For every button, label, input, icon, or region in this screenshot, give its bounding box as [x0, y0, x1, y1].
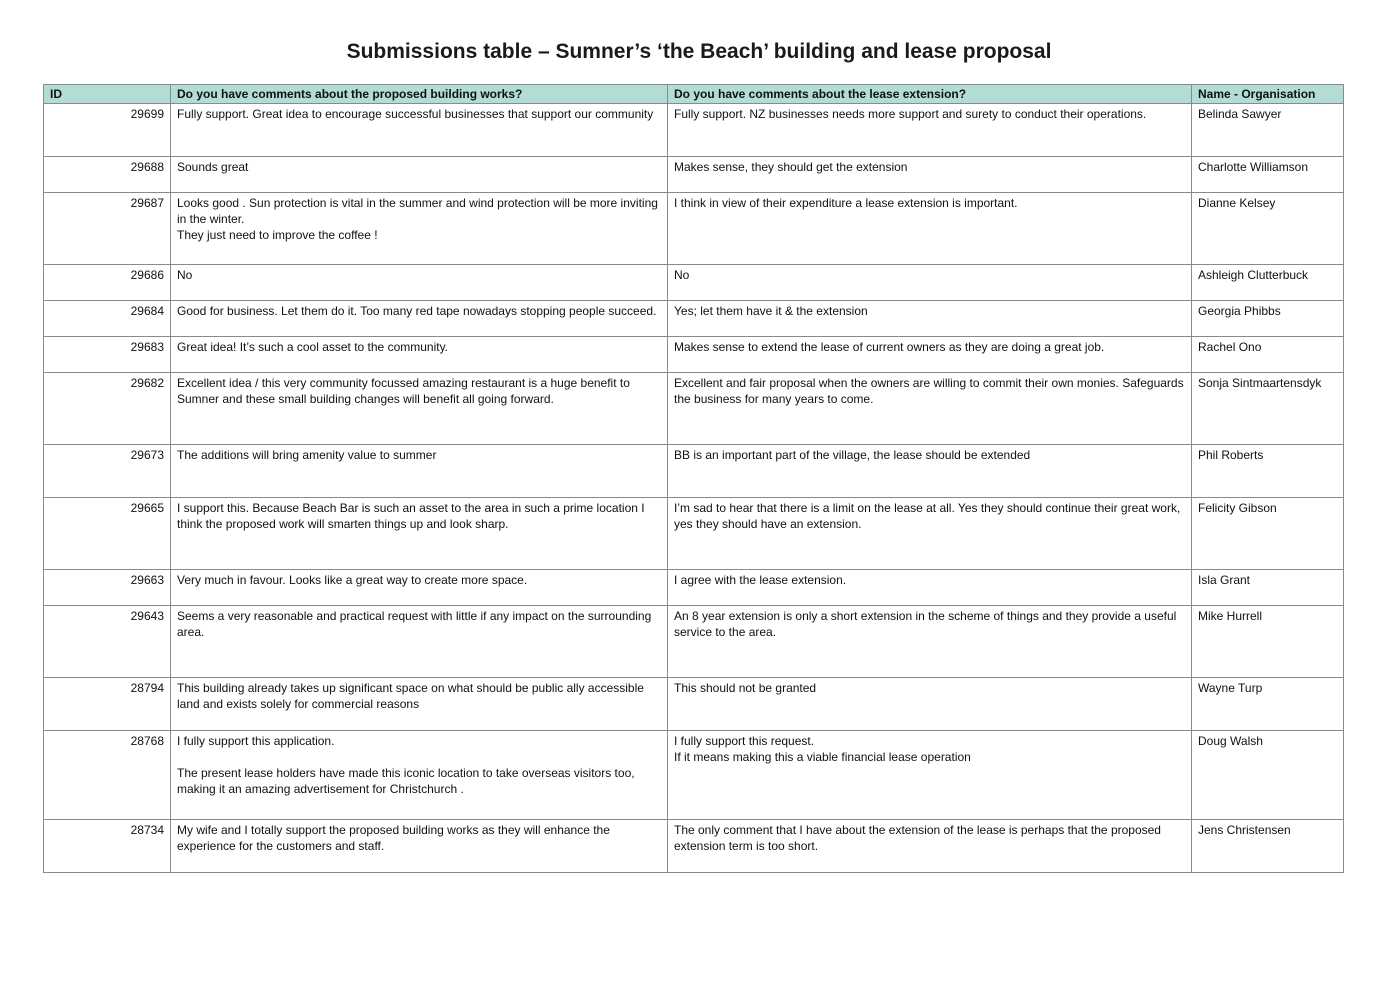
comment-line: Very much in favour. Looks like a great way to create more space. [177, 573, 528, 587]
lease-extension-comment [668, 678, 1192, 731]
submitter-name: Ashleigh Clutterbuck [1192, 265, 1344, 301]
header-id: ID [44, 85, 171, 104]
table-row [44, 373, 1344, 445]
table-row [44, 301, 1344, 337]
comment-line: Great idea! It’s such a cool asset to the community. [177, 340, 449, 354]
lease-extension-comment [668, 731, 1192, 820]
building-works-comment [171, 570, 668, 606]
comment-line: No [177, 268, 193, 282]
header-building-comments: Do you have comments about the proposed building works? [171, 85, 668, 104]
table-row [44, 157, 1344, 193]
comment-line: Seems a very reasonable and practical request with little if any impact on the surrounding area. [177, 609, 652, 639]
building-works-comment [171, 337, 668, 373]
table-row [44, 820, 1344, 873]
building-works-comment [171, 606, 668, 678]
table-row [44, 445, 1344, 498]
submission-id: 28768 [44, 731, 171, 820]
submission-id: 29687 [44, 193, 171, 265]
submission-id: 29683 [44, 337, 171, 373]
building-works-comment [171, 104, 668, 157]
submission-id: 29686 [44, 265, 171, 301]
submission-id: 28734 [44, 820, 171, 873]
lease-extension-comment [668, 104, 1192, 157]
comment-line: Looks good . Sun protection is vital in the summer and wind protection will be more inviting in the winter. [177, 196, 658, 226]
comment-line: I support this. Because Beach Bar is such an asset to the area in such a prime location I think the proposed work will smarten things up and look sharp. [177, 501, 645, 531]
comment-line: Fully support. Great idea to encourage successful businesses that support our community [177, 107, 654, 121]
lease-extension-comment [668, 606, 1192, 678]
submission-id: 29684 [44, 301, 171, 337]
building-works-comment [171, 157, 668, 193]
submitter-name: Sonja Sintmaartensdyk [1192, 373, 1344, 445]
submitter-name: Doug Walsh [1192, 731, 1344, 820]
comment-line: This should not be granted [674, 681, 817, 695]
comment-line: The additions will bring amenity value to summer [177, 448, 437, 462]
comment-line: I’m sad to hear that there is a limit on the lease at all. Yes they should continue their great work, yes they should have an extension. [674, 501, 1181, 531]
table-header-row [44, 85, 1344, 104]
building-works-comment [171, 193, 668, 265]
comment-line: Fully support. NZ businesses needs more support and surety to conduct their operations. [674, 107, 1147, 121]
submission-id: 29665 [44, 498, 171, 570]
lease-extension-comment [668, 820, 1192, 873]
building-works-comment [171, 445, 668, 498]
submitter-name: Mike Hurrell [1192, 606, 1344, 678]
table-row [44, 265, 1344, 301]
submission-id: 29688 [44, 157, 171, 193]
submitter-name: Isla Grant [1192, 570, 1344, 606]
submission-id: 29699 [44, 104, 171, 157]
submission-id: 28794 [44, 678, 171, 731]
building-works-comment [171, 301, 668, 337]
table-row [44, 193, 1344, 265]
submitter-name: Phil Roberts [1192, 445, 1344, 498]
submissions-table [43, 84, 1344, 873]
lease-extension-comment [668, 373, 1192, 445]
building-works-comment [171, 731, 668, 820]
comment-line: They just need to improve the coffee ! [177, 228, 378, 242]
comment-line: Yes; let them have it & the extension [674, 304, 868, 318]
lease-extension-comment [668, 265, 1192, 301]
comment-line: The only comment that I have about the extension of the lease is perhaps that the proposed extension term is too short. [674, 823, 1161, 853]
comment-line: An 8 year extension is only a short extension in the scheme of things and they provide a useful service to the area. [674, 609, 1177, 639]
submission-id: 29643 [44, 606, 171, 678]
submission-id: 29673 [44, 445, 171, 498]
submission-id: 29663 [44, 570, 171, 606]
header-lease-comments: Do you have comments about the lease extension? [668, 85, 1192, 104]
table-row [44, 498, 1344, 570]
comment-line: Good for business. Let them do it. Too many red tape nowadays stopping people succeed. [177, 304, 657, 318]
submitter-name: Jens Christensen [1192, 820, 1344, 873]
submitter-name: Rachel Ono [1192, 337, 1344, 373]
lease-extension-comment [668, 157, 1192, 193]
building-works-comment [171, 820, 668, 873]
table-body [44, 104, 1344, 873]
submitter-name: Wayne Turp [1192, 678, 1344, 731]
lease-extension-comment [668, 193, 1192, 265]
lease-extension-comment [668, 570, 1192, 606]
submitter-name: Charlotte Williamson [1192, 157, 1344, 193]
page-title: Submissions table – Sumner’s ‘the Beach’ building and lease proposal [346, 40, 1052, 63]
comment-line: Excellent idea / this very community focussed amazing restaurant is a huge benefit to Sumner and these small building changes will benefit all going forward. [177, 376, 630, 406]
comment-line: No [674, 268, 690, 282]
submitter-name: Georgia Phibbs [1192, 301, 1344, 337]
comment-line: This building already takes up significant space on what should be public ally accessible land and exists solely for commercial reasons [177, 681, 644, 711]
table-row [44, 337, 1344, 373]
submitter-name: Dianne Kelsey [1192, 193, 1344, 265]
comment-line: If it means making this a viable financial lease operation [674, 750, 971, 764]
lease-extension-comment [668, 301, 1192, 337]
building-works-comment [171, 265, 668, 301]
table-row [44, 570, 1344, 606]
building-works-comment [171, 498, 668, 570]
comment-line: I agree with the lease extension. [674, 573, 847, 587]
submitter-name: Belinda Sawyer [1192, 104, 1344, 157]
comment-line: Sounds great [177, 160, 249, 174]
table-row [44, 606, 1344, 678]
comment-line: BB is an important part of the village, the lease should be extended [674, 448, 1031, 462]
comment-line: I fully support this application. [177, 734, 335, 748]
comment-line [177, 749, 661, 765]
lease-extension-comment [668, 445, 1192, 498]
submitter-name: Felicity Gibson [1192, 498, 1344, 570]
comment-line: Excellent and fair proposal when the owners are willing to commit their own monies. Safeguards the business for many years to come. [674, 376, 1184, 406]
table-row [44, 731, 1344, 820]
comment-line: My wife and I totally support the proposed building works as they will enhance the experience for the customers and staff. [177, 823, 610, 853]
comment-line: The present lease holders have made this iconic location to take overseas visitors too, making it an amazing advertisement for Christchurch . [177, 766, 635, 796]
comment-line: I think in view of their expenditure a lease extension is important. [674, 196, 1018, 210]
comment-line: I fully support this request. [674, 734, 815, 748]
comment-line: Makes sense, they should get the extension [674, 160, 908, 174]
building-works-comment [171, 678, 668, 731]
comment-line: Makes sense to extend the lease of current owners as they are doing a great job. [674, 340, 1105, 354]
lease-extension-comment [668, 498, 1192, 570]
table-row [44, 104, 1344, 157]
lease-extension-comment [668, 337, 1192, 373]
submission-id: 29682 [44, 373, 171, 445]
table-row [44, 678, 1344, 731]
building-works-comment [171, 373, 668, 445]
header-name-organisation: Name - Organisation [1192, 85, 1344, 104]
